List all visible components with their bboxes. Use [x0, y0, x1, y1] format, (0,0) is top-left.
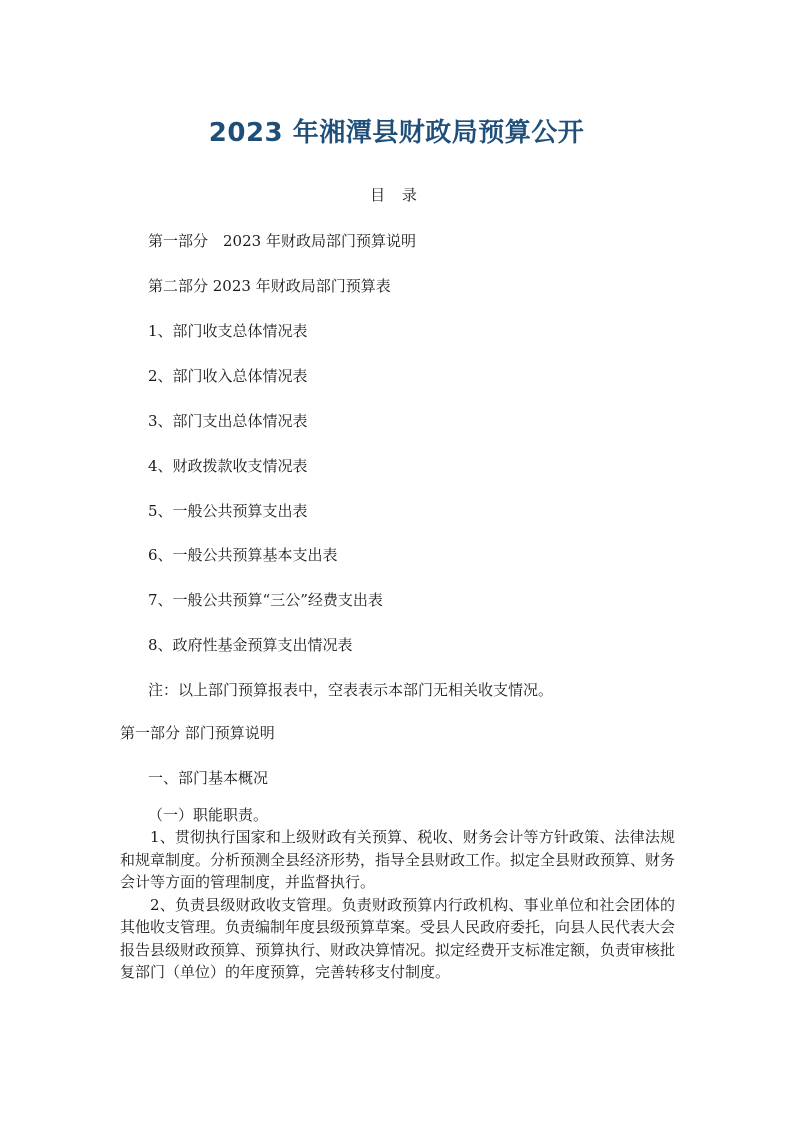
toc-item-2: 2、部门收入总体情况表	[148, 367, 308, 385]
toc-item-6: 6、一般公共预算基本支出表	[148, 546, 338, 564]
toc-part1: 第一部分 2023 年财政局部门预算说明	[148, 232, 416, 250]
toc-item-7: 7、一般公共预算“三公”经费支出表	[148, 591, 383, 609]
body-text	[120, 826, 675, 984]
paragraph-1: 1、贯彻执行国家和上级财政有关预算、税收、财务会计等方针政策、法律法规和规章制度。分析预测全县经济形势，指导全县财政工作。拟定全县财政预算、财务会计等方面的管理制度，并监督执行。	[120, 828, 676, 891]
paragraph-2: 2、负责县级财政收支管理。负责财政预算内行政机构、事业单位和社会团体的其他收支管理。负责编制年度县级预算草案。受县人民政府委托，向县人民代表大会报告县级财政预算、预算执行、财政决算情况。拟定经费开支标准定额，负责审核批复部门（单位）的年度预算，完善转移支付制度。	[120, 895, 676, 981]
sub-item-heading: （一）职能职责。	[148, 806, 269, 824]
toc-item-8: 8、政府性基金预算支出情况表	[148, 636, 353, 654]
document-title: 2023 年湘潭县财政局预算公开	[208, 118, 585, 148]
toc-item-1: 1、部门收支总体情况表	[148, 322, 308, 340]
toc-item-3: 3、部门支出总体情况表	[148, 412, 308, 430]
toc-heading: 目 录	[370, 186, 423, 204]
toc-part2: 第二部分 2023 年财政局部门预算表	[148, 277, 391, 295]
section-subheading: 一、部门基本概况	[148, 769, 269, 787]
section-heading: 第一部分 部门预算说明	[120, 724, 275, 742]
toc-note: 注：以上部门预算报表中，空表表示本部门无相关收支情况。	[148, 681, 554, 699]
toc-item-4: 4、财政拨款收支情况表	[148, 457, 308, 475]
toc-item-5: 5、一般公共预算支出表	[148, 502, 308, 520]
